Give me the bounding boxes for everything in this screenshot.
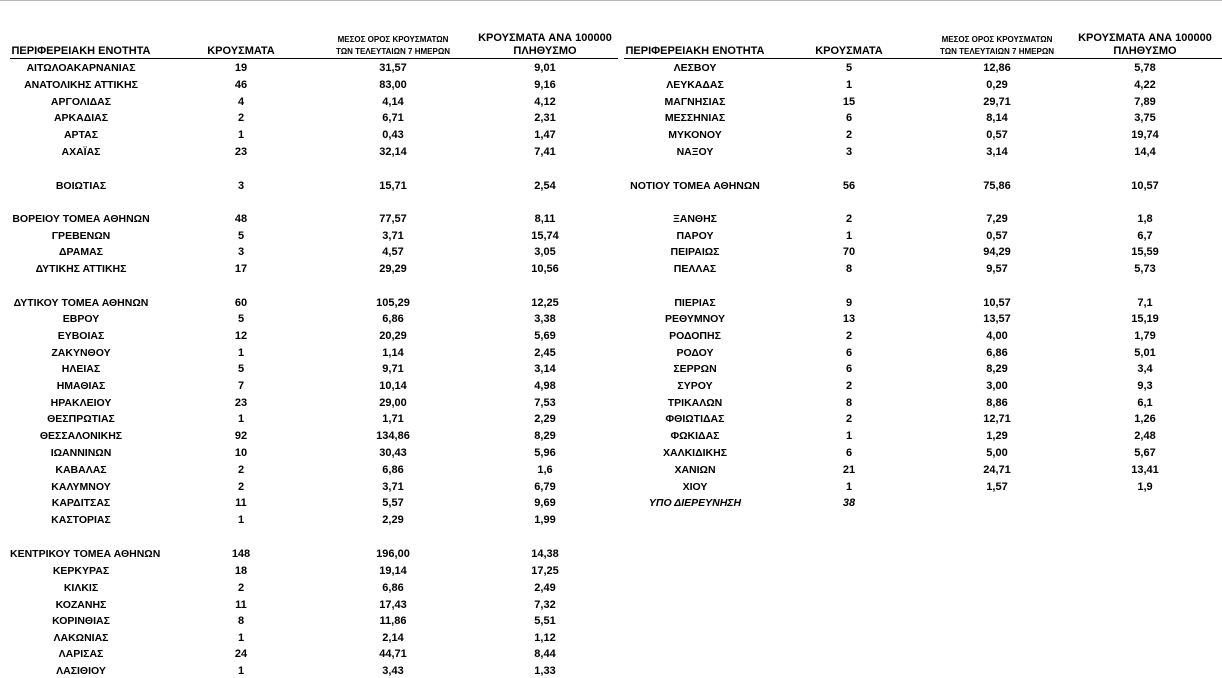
cell-per100k: 3,14: [534, 363, 556, 375]
top-border: [0, 0, 1222, 1]
cell-cases: 11: [235, 599, 247, 611]
cell-cases: 2: [237, 582, 245, 594]
cell-avg7: 77,57: [379, 213, 407, 225]
cell-region: ΛΑΣΙΘΙΟΥ: [56, 665, 106, 677]
cell-region: ΕΒΡΟΥ: [62, 313, 100, 325]
cell-cases: 92: [234, 430, 248, 442]
cell-cases: 1: [845, 430, 853, 442]
cell-cases: 2: [845, 213, 853, 225]
cell-avg7: 19,14: [379, 565, 407, 577]
cell-avg7: 13,57: [983, 313, 1011, 325]
cell-cases: 8: [845, 397, 853, 409]
cell-region: ΚΑΡΔΙΤΣΑΣ: [51, 497, 111, 509]
cell-avg7: 31,57: [379, 62, 407, 74]
header-rule-right: [624, 58, 1222, 59]
cell-avg7: 3,71: [382, 230, 404, 242]
cell-per100k: 5,67: [1134, 447, 1156, 459]
cell-per100k: 14,4: [1134, 146, 1156, 158]
cell-avg7: 32,14: [379, 146, 407, 158]
cell-cases: 23: [234, 397, 248, 409]
cell-per100k: 1,33: [534, 665, 556, 677]
cell-per100k: 3,05: [534, 246, 556, 258]
header-region-right: ΠΕΡΙΦΕΡΕΙΑΚΗ ΕΝΟΤΗΤΑ: [625, 45, 765, 57]
cell-per100k: 14,38: [531, 548, 559, 560]
cell-avg7: 94,29: [983, 246, 1011, 258]
cell-per100k: 12,25: [531, 297, 559, 309]
header-avg7-line1: ΜΕΣΟΣ ΟΡΟΣ ΚΡΟΥΣΜΑΤΩΝ: [941, 35, 1053, 44]
header-avg7-left: [318, 34, 468, 58]
header-per100k-line1: ΚΡΟΥΣΜΑΤΑ ΑΝΑ 100000: [1078, 32, 1212, 44]
cell-avg7: 1,14: [382, 347, 404, 359]
cell-region: ΠΕΛΛΑΣ: [673, 263, 717, 275]
cell-per100k: 2,54: [534, 180, 556, 192]
cell-region: ΑΙΤΩΛΟΑΚΑΡΝΑΝΙΑΣ: [26, 62, 136, 74]
cell-region: ΜΥΚΟΝΟΥ: [668, 129, 722, 141]
cell-avg7: 1,29: [986, 430, 1008, 442]
cell-avg7: 17,43: [379, 599, 407, 611]
cell-avg7: 3,14: [986, 146, 1008, 158]
cell-region: ΒΟΙΩΤΙΑΣ: [55, 180, 107, 192]
cell-per100k: 8,29: [534, 430, 556, 442]
cell-per100k: 6,7: [1137, 230, 1153, 242]
cell-avg7: 196,00: [376, 548, 410, 560]
cell-per100k: 9,69: [534, 497, 556, 509]
cell-avg7: 30,43: [379, 447, 407, 459]
cell-per100k: 4,22: [1134, 79, 1156, 91]
cell-region: ΖΑΚΥΝΘΟΥ: [51, 347, 111, 359]
cell-avg7: 3,00: [986, 380, 1008, 392]
cell-region: ΡΟΔΟΥ: [676, 347, 714, 359]
cell-region: ΤΡΙΚΑΛΩΝ: [667, 397, 723, 409]
cell-per100k: 7,41: [534, 146, 556, 158]
cell-avg7: 2,29: [382, 514, 404, 526]
cell-avg7: 5,00: [986, 447, 1008, 459]
cell-region: ΝΟΤΙΟΥ ΤΟΜΕΑ ΑΘΗΝΩΝ: [630, 180, 760, 192]
cell-per100k: 1,6: [537, 464, 553, 476]
cell-per100k: 2,45: [534, 347, 556, 359]
cell-region: ΗΛΕΙΑΣ: [61, 363, 101, 375]
cell-per100k: 5,73: [1134, 263, 1156, 275]
cell-region: ΦΩΚΙΔΑΣ: [670, 430, 720, 442]
cell-cases: 3: [237, 246, 245, 258]
cell-per100k: 5,01: [1134, 347, 1156, 359]
cell-avg7: 83,00: [379, 79, 407, 91]
cell-avg7: 44,71: [379, 648, 407, 660]
cell-region: ΧΑΛΚΙΔΙΚΗΣ: [662, 447, 728, 459]
cell-region: ΜΕΣΣΗΝΙΑΣ: [664, 112, 726, 124]
cell-per100k: 2,49: [534, 582, 556, 594]
cell-cases: 13: [842, 313, 856, 325]
cell-region: ΡΕΘΥΜΝΟΥ: [664, 313, 726, 325]
cell-cases: 5: [237, 363, 245, 375]
cell-avg7: 8,14: [986, 112, 1008, 124]
header-avg7-right: [922, 34, 1072, 58]
cell-cases: 46: [234, 79, 248, 91]
cell-avg7: 134,86: [376, 430, 410, 442]
cell-region: ΔΥΤΙΚΟΥ ΤΟΜΕΑ ΑΘΗΝΩΝ: [13, 297, 149, 309]
cell-cases: 2: [845, 380, 853, 392]
header-per100k-right: [1070, 32, 1220, 58]
cell-per100k: 8,11: [534, 213, 556, 225]
cell-avg7: 2,14: [382, 632, 404, 644]
cell-cases: 2: [845, 413, 853, 425]
cell-avg7: 4,14: [382, 96, 404, 108]
header-avg7-line2: ΤΩΝ ΤΕΛΕΥΤΑΙΩΝ 7 ΗΜΕΡΩΝ: [335, 47, 451, 56]
cell-region: ΛΑΡΙΣΑΣ: [58, 648, 104, 660]
cell-region: ΥΠΟ ΔΙΕΡΕΥΝΗΣΗ: [648, 497, 742, 509]
cell-avg7: 3,43: [382, 665, 404, 677]
cell-per100k: 7,1: [1137, 297, 1153, 309]
cell-region: ΞΑΝΘΗΣ: [673, 213, 717, 225]
cell-cases: 48: [234, 213, 248, 225]
cell-avg7: 15,71: [379, 180, 407, 192]
cell-per100k: 15,19: [1131, 313, 1159, 325]
cell-avg7: 0,57: [986, 129, 1008, 141]
cell-region: ΜΑΓΝΗΣΙΑΣ: [664, 96, 726, 108]
cell-cases: 23: [234, 146, 248, 158]
cell-avg7: 11,86: [379, 615, 407, 627]
cell-region: ΔΡΑΜΑΣ: [59, 246, 103, 258]
cell-cases: 12: [234, 330, 248, 342]
cell-avg7: 5,57: [382, 497, 404, 509]
cell-cases: 5: [237, 313, 245, 325]
cell-cases: 18: [234, 565, 248, 577]
cell-cases: 6: [845, 447, 853, 459]
cell-per100k: 4,98: [534, 380, 556, 392]
header-avg7-line2: ΤΩΝ ΤΕΛΕΥΤΑΙΩΝ 7 ΗΜΕΡΩΝ: [939, 47, 1055, 56]
cell-avg7: 10,14: [379, 380, 407, 392]
cell-cases: 5: [845, 62, 853, 74]
cell-avg7: 20,29: [379, 330, 407, 342]
header-per100k-line1: ΚΡΟΥΣΜΑΤΑ ΑΝΑ 100000: [478, 32, 612, 44]
cell-avg7: 7,29: [986, 213, 1008, 225]
cell-region: ΧΑΝΙΩΝ: [674, 464, 716, 476]
cell-cases: 1: [237, 514, 245, 526]
cell-per100k: 7,53: [534, 397, 556, 409]
cell-per100k: 1,9: [1137, 481, 1153, 493]
cell-per100k: 5,96: [534, 447, 556, 459]
cell-per100k: 9,16: [534, 79, 556, 91]
cell-cases: 2: [237, 464, 245, 476]
cell-avg7: 4,00: [986, 330, 1008, 342]
cell-region: ΡΟΔΟΠΗΣ: [669, 330, 721, 342]
cell-avg7: 9,71: [382, 363, 404, 375]
cell-region: ΑΧΑΪΑΣ: [61, 146, 101, 158]
header-cases-right: ΚΡΟΥΣΜΑΤΑ: [815, 45, 883, 57]
cell-region: ΙΩΑΝΝΙΝΩΝ: [50, 447, 112, 459]
cell-region: ΘΕΣΠΡΩΤΙΑΣ: [47, 413, 115, 425]
cell-per100k: 15,59: [1131, 246, 1159, 258]
cell-per100k: 6,79: [534, 481, 556, 493]
cell-cases: 15: [842, 96, 856, 108]
cell-cases: 38: [842, 497, 856, 509]
cell-cases: 17: [234, 263, 248, 275]
cell-cases: 60: [234, 297, 248, 309]
cell-cases: 4: [237, 96, 245, 108]
header-avg7-line1: ΜΕΣΟΣ ΟΡΟΣ ΚΡΟΥΣΜΑΤΩΝ: [337, 35, 449, 44]
cell-avg7: 8,29: [986, 363, 1008, 375]
cell-cases: 1: [845, 481, 853, 493]
cell-avg7: 6,71: [382, 112, 404, 124]
cell-region: ΛΕΣΒΟΥ: [673, 62, 717, 74]
cell-region: ΚΕΝΤΡΙΚΟΥ ΤΟΜΕΑ ΑΘΗΝΩΝ: [10, 548, 161, 560]
cell-avg7: 105,29: [376, 297, 410, 309]
cell-avg7: 10,57: [983, 297, 1011, 309]
cell-region: ΗΜΑΘΙΑΣ: [56, 380, 106, 392]
cell-cases: 8: [237, 615, 245, 627]
cell-cases: 8: [845, 263, 853, 275]
cell-cases: 1: [237, 632, 245, 644]
header-per100k-line2: ΠΛΗΘΥΣΜΟ: [1113, 45, 1177, 57]
cell-region: ΝΑΞΟΥ: [676, 146, 714, 158]
cell-cases: 1: [237, 347, 245, 359]
cell-region: ΚΕΡΚΥΡΑΣ: [52, 565, 110, 577]
cell-per100k: 4,12: [534, 96, 556, 108]
cell-per100k: 3,4: [1137, 363, 1153, 375]
cell-per100k: 2,48: [1134, 430, 1156, 442]
cell-avg7: 6,86: [382, 464, 404, 476]
cell-region: ΒΟΡΕΙΟΥ ΤΟΜΕΑ ΑΘΗΝΩΝ: [12, 213, 150, 225]
cell-region: ΑΡΓΟΛΙΔΑΣ: [50, 96, 112, 108]
cell-per100k: 5,69: [534, 330, 556, 342]
cell-region: ΗΡΑΚΛΕΙΟΥ: [50, 397, 112, 409]
cell-region: ΛΑΚΩΝΙΑΣ: [53, 632, 109, 644]
header-per100k-left: [470, 32, 620, 58]
cell-avg7: 0,43: [382, 129, 404, 141]
cell-region: ΚΟΡΙΝΘΙΑΣ: [52, 615, 110, 627]
cell-cases: 1: [845, 79, 853, 91]
cell-region: ΕΥΒΟΙΑΣ: [57, 330, 105, 342]
cell-per100k: 5,51: [534, 615, 556, 627]
cell-cases: 3: [845, 146, 853, 158]
cell-cases: 21: [842, 464, 856, 476]
cell-per100k: 10,57: [1131, 180, 1159, 192]
cell-cases: 5: [237, 230, 245, 242]
cell-per100k: 1,47: [534, 129, 556, 141]
cell-avg7: 29,29: [379, 263, 407, 275]
cell-avg7: 75,86: [983, 180, 1011, 192]
cell-per100k: 3,75: [1134, 112, 1156, 124]
cell-per100k: 19,74: [1131, 129, 1159, 141]
cell-per100k: 15,74: [531, 230, 559, 242]
cell-region: ΘΕΣΣΑΛΟΝΙΚΗΣ: [39, 430, 123, 442]
cell-cases: 1: [237, 129, 245, 141]
cell-per100k: 7,32: [534, 599, 556, 611]
cell-cases: 6: [845, 112, 853, 124]
cell-avg7: 4,57: [382, 246, 404, 258]
cell-per100k: 2,31: [534, 112, 556, 124]
cell-region: ΠΕΙΡΑΙΩΣ: [670, 246, 720, 258]
cell-per100k: 2,29: [534, 413, 556, 425]
cell-per100k: 6,1: [1137, 397, 1153, 409]
cell-cases: 2: [845, 330, 853, 342]
cell-region: ΑΝΑΤΟΛΙΚΗΣ ΑΤΤΙΚΗΣ: [24, 79, 138, 91]
cell-cases: 11: [235, 497, 247, 509]
cell-region: ΚΑΣΤΟΡΙΑΣ: [51, 514, 111, 526]
cell-cases: 1: [845, 230, 853, 242]
cell-per100k: 5,78: [1134, 62, 1156, 74]
cell-cases: 2: [237, 112, 245, 124]
cell-region: ΚΑΒΑΛΑΣ: [55, 464, 107, 476]
header-per100k-line2: ΠΛΗΘΥΣΜΟ: [513, 45, 577, 57]
cell-per100k: 17,25: [531, 565, 559, 577]
cell-avg7: 6,86: [986, 347, 1008, 359]
cell-region: ΣΥΡΟΥ: [677, 380, 713, 392]
cell-per100k: 10,56: [531, 263, 559, 275]
cell-region: ΣΕΡΡΩΝ: [673, 363, 717, 375]
cell-cases: 3: [237, 180, 245, 192]
cell-cases: 9: [845, 297, 853, 309]
cell-avg7: 29,71: [983, 96, 1011, 108]
cell-region: ΚΙΛΚΙΣ: [63, 582, 99, 594]
cell-region: ΓΡΕΒΕΝΩΝ: [51, 230, 111, 242]
cell-region: ΔΥΤΙΚΗΣ ΑΤΤΙΚΗΣ: [35, 263, 127, 275]
cell-region: ΑΡΚΑΔΙΑΣ: [53, 112, 109, 124]
cell-avg7: 12,86: [983, 62, 1011, 74]
cell-cases: 2: [845, 129, 853, 141]
cell-region: ΚΑΛΥΜΝΟΥ: [51, 481, 111, 493]
cell-cases: 56: [842, 180, 856, 192]
cell-avg7: 12,71: [983, 413, 1011, 425]
header-region-left: ΠΕΡΙΦΕΡΕΙΑΚΗ ΕΝΟΤΗΤΑ: [11, 45, 151, 57]
cell-cases: 70: [842, 246, 856, 258]
cell-per100k: 1,99: [534, 514, 556, 526]
cell-per100k: 9,01: [534, 62, 556, 74]
cell-cases: 7: [237, 380, 245, 392]
cell-avg7: 6,86: [382, 582, 404, 594]
cell-per100k: 1,26: [1134, 413, 1156, 425]
cell-region: ΠΙΕΡΙΑΣ: [674, 297, 716, 309]
cell-region: ΠΑΡΟΥ: [676, 230, 714, 242]
cell-avg7: 24,71: [983, 464, 1011, 476]
cell-avg7: 3,71: [382, 481, 404, 493]
cell-avg7: 9,57: [986, 263, 1008, 275]
cell-cases: 10: [234, 447, 248, 459]
cell-avg7: 8,86: [986, 397, 1008, 409]
cell-avg7: 6,86: [382, 313, 404, 325]
cell-cases: 1: [237, 413, 245, 425]
cell-avg7: 1,57: [986, 481, 1008, 493]
cell-per100k: 8,44: [534, 648, 556, 660]
cell-avg7: 1,71: [382, 413, 404, 425]
cell-region: ΛΕΥΚΑΔΑΣ: [666, 79, 724, 91]
cell-cases: 1: [237, 665, 245, 677]
cell-per100k: 1,79: [1134, 330, 1156, 342]
cell-region: ΑΡΤΑΣ: [63, 129, 99, 141]
cell-cases: 2: [237, 481, 245, 493]
cell-per100k: 13,41: [1131, 464, 1159, 476]
cell-avg7: 0,57: [986, 230, 1008, 242]
cell-per100k: 1,8: [1137, 213, 1153, 225]
cell-per100k: 1,12: [534, 632, 556, 644]
cell-per100k: 9,3: [1137, 380, 1153, 392]
cell-region: ΧΙΟΥ: [682, 481, 708, 493]
cell-cases: 6: [845, 363, 853, 375]
cell-region: ΦΘΙΩΤΙΔΑΣ: [665, 413, 725, 425]
cell-region: ΚΟΖΑΝΗΣ: [55, 599, 107, 611]
cell-cases: 148: [231, 548, 251, 560]
cell-cases: 19: [234, 62, 248, 74]
header-rule-left: [10, 58, 618, 59]
cell-cases: 24: [234, 648, 248, 660]
cell-cases: 6: [845, 347, 853, 359]
header-cases-left: ΚΡΟΥΣΜΑΤΑ: [207, 45, 275, 57]
cell-avg7: 29,00: [379, 397, 407, 409]
cell-per100k: 7,89: [1134, 96, 1156, 108]
cell-avg7: 0,29: [986, 79, 1008, 91]
cell-per100k: 3,38: [534, 313, 556, 325]
